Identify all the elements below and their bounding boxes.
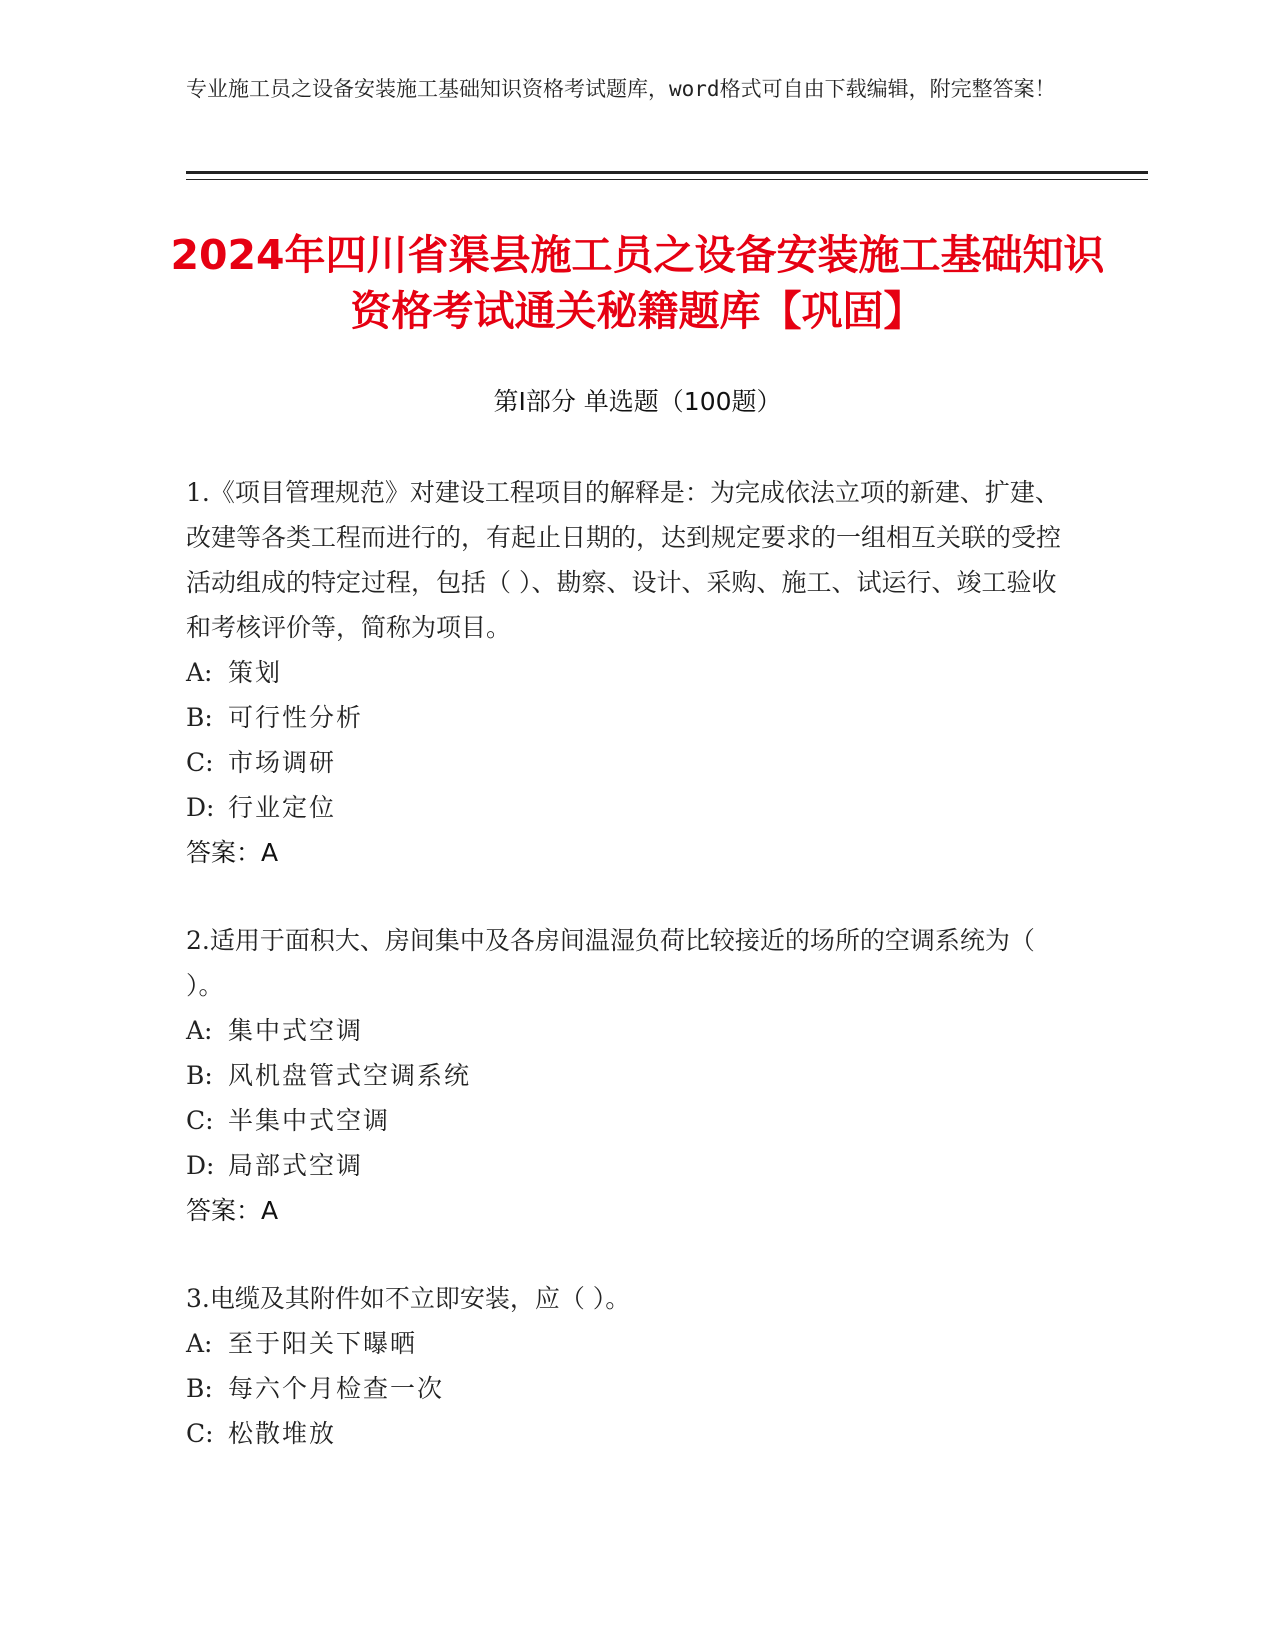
question-1: [186, 470, 1066, 875]
question-2: [186, 918, 1066, 1233]
header-rule-thin: [186, 179, 1148, 180]
option-b: [186, 695, 1066, 740]
option-key: C:: [186, 748, 214, 777]
option-key: A:: [186, 1329, 213, 1358]
option-text: 每六个月检查一次: [228, 1374, 445, 1403]
option-text: 策划: [228, 658, 283, 687]
question-text: 《项目管理规范》对建设工程项目的解释是：为完成依法立项的新建、扩建、改建等各类工程而进行的，有起止日期的，达到规定要求的一组相互关联的受控活动组成的特定过程，包括（ ）、勘察、设计、采购、施工、试运行、竣工验收和考核评价等，简称为项目。: [186, 478, 1062, 642]
option-text: 市场调研: [228, 748, 337, 777]
option-b: [186, 1053, 1066, 1098]
option-a: [186, 650, 1066, 695]
question-number: 1.: [186, 478, 210, 507]
option-key: D:: [186, 1151, 215, 1180]
option-text: 行业定位: [228, 793, 337, 822]
question-number: 3.: [186, 1284, 210, 1313]
option-b: [186, 1366, 1066, 1411]
question-stem: [186, 1276, 1066, 1321]
document-title: 2024年四川省渠县施工员之设备安装施工基础知识资格考试通关秘籍题库【巩固】: [170, 231, 1105, 335]
answer-line: [186, 830, 1066, 875]
option-key: B:: [186, 1374, 213, 1403]
question-stem: [186, 470, 1066, 650]
option-key: B:: [186, 703, 213, 732]
option-c: [186, 740, 1066, 785]
option-text: 集中式空调: [228, 1016, 364, 1045]
question-number: 2.: [186, 926, 210, 955]
question-stem: [186, 918, 1066, 1008]
option-text: 风机盘管式空调系统: [228, 1061, 472, 1090]
option-text: 至于阳关下曝晒: [228, 1329, 418, 1358]
option-c: [186, 1098, 1066, 1143]
option-a: [186, 1008, 1066, 1053]
answer-label: 答案：: [186, 1196, 262, 1225]
option-key: C:: [186, 1419, 214, 1448]
answer-line: [186, 1188, 1066, 1233]
option-key: D:: [186, 793, 215, 822]
option-text: 可行性分析: [228, 703, 364, 732]
option-d: [186, 785, 1066, 830]
option-c: [186, 1411, 1066, 1456]
answer-value: A: [261, 1196, 279, 1225]
option-key: A:: [186, 658, 213, 687]
question-list: [186, 470, 1066, 1499]
question-text: 电缆及其附件如不立即安装，应（ ）。: [209, 1284, 631, 1313]
header-rule-thick: [186, 171, 1148, 174]
option-key: B:: [186, 1061, 213, 1090]
option-d: [186, 1143, 1066, 1188]
option-text: 局部式空调: [228, 1151, 364, 1180]
section-heading: 第Ⅰ部分 单选题（100题）: [493, 387, 782, 416]
option-text: 松散堆放: [228, 1419, 337, 1448]
answer-value: A: [261, 838, 279, 867]
option-key: C:: [186, 1106, 214, 1135]
header-note: 专业施工员之设备安装施工基础知识资格考试题库，word格式可自由下载编辑，附完整答案！: [186, 77, 1056, 101]
question-text: 适用于面积大、房间集中及各房间温湿负荷比较接近的场所的空调系统为（ ）。: [186, 926, 1035, 1000]
option-key: A:: [186, 1016, 213, 1045]
question-3: [186, 1276, 1066, 1456]
option-a: [186, 1321, 1066, 1366]
answer-label: 答案：: [186, 838, 262, 867]
option-text: 半集中式空调: [228, 1106, 391, 1135]
